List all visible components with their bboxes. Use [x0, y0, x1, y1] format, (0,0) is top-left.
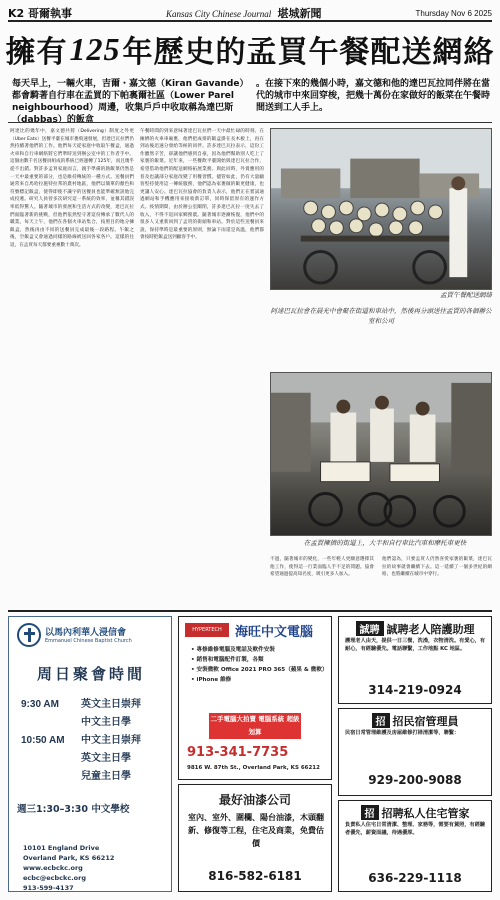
church-name-en: Emmanuel Chinese Baptist Church: [45, 638, 132, 644]
church-phone: 913-599-4137: [23, 884, 74, 892]
headline: [5, 26, 495, 72]
wednesday-school: 週三1:30–3:30 中文學校: [17, 804, 130, 815]
headline-prefix: 擁有: [5, 35, 68, 70]
photo-image: [271, 129, 491, 289]
deck-left: 每天早上，一輛火車，吉爾・嘉文德（Kiran Gavande）都會騎著自行車在孟買的下帕裏爾社區（Lower Parel neighbourhood）周邊，收集戶戶中收取稱為達巴斯（dabbas）的飯盒: [12, 79, 244, 125]
painting-phone: 816-582-6181: [208, 869, 302, 883]
photo-caption-top: 孟買午餐配送網絡: [440, 291, 492, 299]
headline-suffix: 年歷史的孟買午餐配送網絡: [122, 35, 495, 70]
church-address: 10101 England Drive Overland Park, KS 66212 www.ecbckc.org ecbc@ecbckc.org 913-599-4137: [23, 844, 115, 892]
ad-classified: [338, 708, 492, 796]
cross-icon: [17, 623, 41, 647]
store-title: 海旺中文電腦: [235, 625, 314, 640]
classified-title: 誠聘 誠聘老人陪護助理: [339, 621, 491, 637]
church-name: 以馬內利華人浸信會: [45, 628, 127, 638]
masthead: [166, 5, 322, 21]
article-column-3: 不過，隨著城市的變化，一些年輕人更願意選擇其他工作，使得這一行業面臨人手不足的問題。協會希望通過提高知名度，吸引更多人加入。: [270, 557, 374, 578]
service-row: 兒童主日學: [81, 771, 131, 782]
service-row: 中文主日學: [81, 717, 131, 728]
article-column-1: 阿達比的幾年中，嘉文德共將（Delivering）制度之外更（Uber Eats）送餐平臺在城市裏飛速發展，但達巴瓦拉們仍然持續著他們的工作。他們每天從家庭中收取午餐盒，通過火車和自行車網絡將它們準時送到辦公室中的工作者手中。這個由數千名送餐員組成的系統已經運轉了125年，而且幾乎從不出錯。對許多孟買家庭而言，親手準備的熱飯菜仍然是一天中最重要的部分，也是維持傳統的一種方式。送餐員們通常來自馬哈拉施特拉邦的農村地區，他們以簡單的顏色和符號標記飯盒，使得即使不識字的送餐員也能準確無誤地完成投遞。研究人員曾多次研究這一系統的效率，並稱其錯誤率低得驚人。隨著城市的發展和生活方式的改變，達巴瓦拉們面臨著新的挑戰，但他們依然堅守著這份傳承了數代人的職業。每天上午，他們在各個火車站集合，按照目的地分揀飯盒，然後再由不同的送餐員完成最後一段路程。午飯之後，空飯盒又會通過同樣的路線被送回各家各戶。這樣的往返，在孟買每天都要重複數十萬次。: [10, 129, 134, 248]
photo-cyclists-street: [270, 372, 492, 536]
ad-classified: [338, 800, 492, 892]
service-row: 英文主日學: [81, 753, 131, 764]
photo-caption-mid: 阿達巴瓦拉會在晨光中會聚在街道和車站中，然後再分頭送往孟買的各個辦公室和公司: [270, 307, 492, 325]
painting-services: 室內、室外、圍欄、陽台油漆，木頭翻新、修復等工程，住宅及商業，免費估價: [188, 813, 324, 848]
photo-dabbawala-carts: [270, 128, 492, 290]
classified-body: 民宿日常管理維護及房屋維修打掃清潔等，聯繫：: [345, 730, 460, 736]
church-website[interactable]: www.ecbckc.org: [23, 864, 83, 872]
store-services: • 專修維修電腦及電話及軟件安裝 • 銷售和電腦配件訂製，各類 • 安裝微軟 Office 2021 PRO 365（蘋果 & 微軟） • iPhone 維修: [191, 647, 328, 683]
masthead-en: Kansas City Chinese Journal: [166, 9, 272, 19]
deck-right: 。在接下來的幾個小時，嘉文德和他的達巴瓦拉同伴將在當代的城市中來回穿梭，把幾十萬份在家做好的飯菜在午餐時間送到工人手上。: [256, 79, 491, 113]
ad-church: [8, 616, 172, 892]
photo-caption-bottom: 在孟買擁擠的街道上，大半和自行車比汽車和摩托車更快: [303, 539, 467, 547]
article-column-4: 他們認為，只要孟買人仍然喜愛家裏的飯菜，達巴瓦拉的故事就會繼續下去。這一延續了一個多世紀的網絡，也將繼續在城市中穿行。: [382, 557, 492, 578]
painting-title: 最好油漆公司: [218, 793, 291, 807]
church-email[interactable]: ecbc@ecbckc.org: [23, 874, 87, 882]
issue-date: Thursday Nov 6 2025: [415, 8, 492, 18]
store-phone: 913-341-7735: [187, 745, 289, 760]
section-label: K2 哥爾執事: [8, 7, 73, 20]
classified-body: 護理老人由天，提供一日三餐，洗澡，衣物清洗。有愛心，有耐心，有經驗優先。電話聯繫，工作地點 KC 地區。: [345, 638, 486, 652]
masthead-zh: 堪城新聞: [277, 8, 322, 20]
headline-number: 125: [69, 30, 121, 67]
ad-computer-store: [178, 616, 332, 780]
photo-image: [271, 373, 491, 535]
church-title: 周日聚會時間: [36, 665, 145, 683]
classified-phone: 929-200-9088: [368, 773, 462, 787]
sale-banner: 二手電腦大拍賣 電腦系統 超級划算: [209, 713, 301, 739]
ad-painting-company: [178, 784, 332, 892]
store-logo: HYPERTECH: [185, 623, 229, 637]
ad-classified: [338, 616, 492, 704]
classified-phone: 314-219-0924: [368, 683, 462, 697]
classified-phone: 636-229-1118: [368, 871, 462, 885]
page-header: [8, 6, 492, 22]
service-row: 9:30 AM 英文主日崇拜: [21, 699, 141, 710]
service-row: 10:50 AM 中文主日崇拜: [21, 735, 141, 746]
article-column-2: 午餐時間的到來意味著達巴瓦拉們一天中最忙碌的時刻。在擁擠的火車車廂裏，他們把成排的飯盒掛在長木板上，再在到站後迅速分發給等候的同伴。許多達巴瓦拉表示，這份工作雖然辛苦，卻讓他們感到自豪，因為他們幫助別人吃上了家裏的飯菜。近年來，一些餐飲平臺開始與達巴瓦拉合作，希望借助他們的配送網絡拓展業務。與此同時，外賣應用的普及也讓部分家庭改變了用餐習慣。儘管如此，仍有大量顧客堅持使用這一傳統服務，他們認為家裏做的飯更健康，也更讓人安心。達巴瓦拉協會的負責人表示，他們正在嘗試通過網站和手機應用來接收新訂單，同時保留原有的運作方式。疫情期間，由於辦公室關閉，許多達巴瓦拉一度失去了收入，不得不返回家鄉務農。隨著城市逐漸恢復，他們中的很多人又重新回到了孟買的街頭和車站。對於這些送餐員來說，保持準時是最重要的原則，無論下雨還是高溫，他們都會按時把飯盒送到顧客手中。: [140, 129, 264, 241]
store-address: 9816 W. 87th St., Overland Park, KS 66212: [187, 765, 320, 771]
classified-body: 負責私人住宅日常清潔、整理、家務等，需要有駕照，有經驗者優先，薪資面議，待遇優厚。: [345, 822, 486, 836]
classified-title: 招 招聘私人住宅管家: [339, 805, 491, 821]
ads-divider: [8, 610, 492, 612]
divider: [8, 122, 492, 123]
classified-title: 招 招民宿管理員: [339, 713, 491, 729]
